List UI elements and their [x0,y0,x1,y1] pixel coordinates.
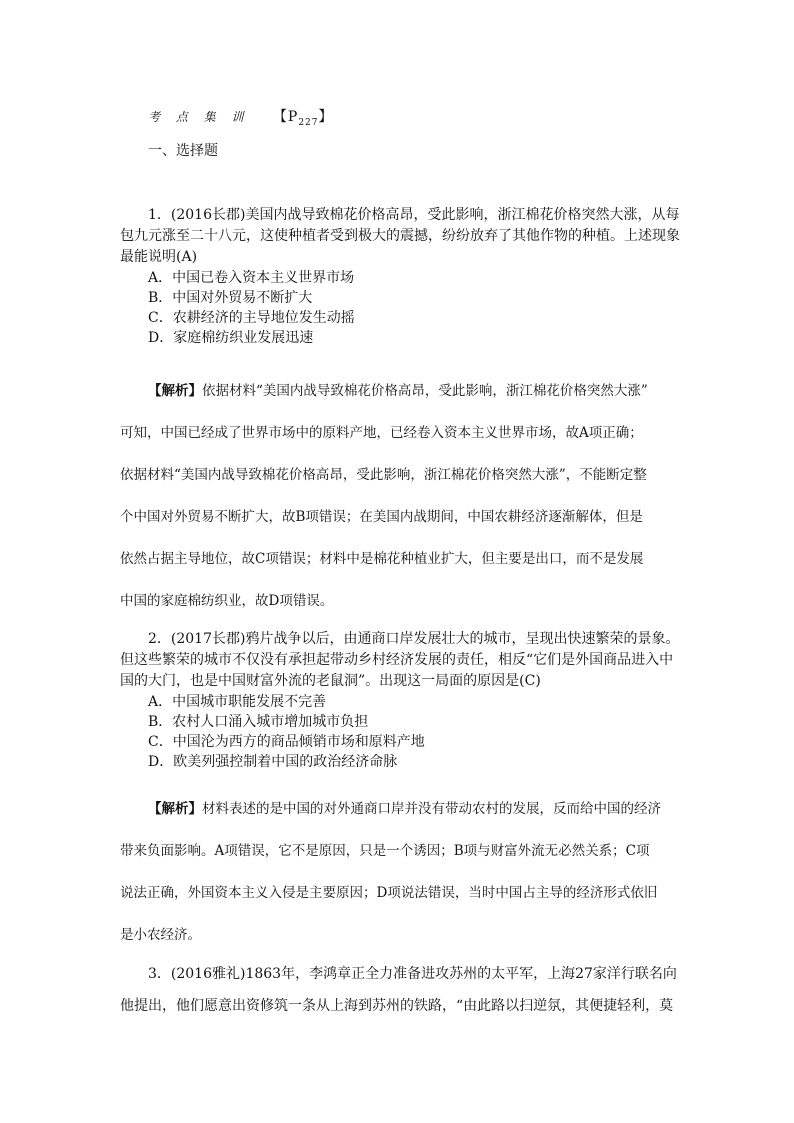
section-heading [148,106,334,128]
question-line: 但这些繁荣的城市不仅没有承担起带动乡村经济发展的责任，相反“它们是外国商品进入中 [120,652,674,668]
question-1 [120,205,680,348]
option-d: D．欧美列强控制着中国的政治经济命脉 [148,754,398,770]
question-line: 3．(2016雅礼)1863年，李鸿章正全力准备进攻苏州的太平军，上海27家洋行联名向 [148,966,677,982]
analysis-line: 个中国对外贸易不断扩大，故B项错误；在美国内战期间，中国农耕经济逐渐解体，但是 [120,509,643,525]
question-3 [120,964,675,1017]
option-a: A．中国城市职能发展不完善 [148,694,327,710]
question-type-heading: 一、选择题 [148,143,218,159]
option-c: C．农耕经济的主导地位发生动摇 [148,310,355,326]
question-2 [120,629,680,772]
analysis-line: 中国的家庭棉纺织业，故D项错误。 [120,593,334,609]
analysis-line: 【解析】材料表述的是中国的对外通商口岸并没有带动农村的发展，反而给中国的经济 [148,801,661,817]
option-a: A．中国已卷入资本主义世界市场 [148,270,355,286]
analysis-line: 依据材料“美国内战导致棉花价格高昂，受此影响，浙江棉花价格突然大涨”，不能断定整 [120,467,647,483]
question-line: 他提出，他们愿意出资修筑一条从上海到苏州的铁路，“由此路以扫逆氛，其便捷轻利，莫 [120,998,674,1014]
option-c: C．中国沦为西方的商品倾销市场和原料产地 [148,734,425,750]
analysis-line: 是小农经济。 [120,927,201,943]
analysis-line: 带来负面影响。A项错误，它不是原因，只是一个诱因；B项与财富外流无必然关系；C项 [120,843,650,859]
analysis-line: 可知，中国已经成了世界市场中的原料产地，已经卷入资本主义世界市场，故A项正确； [120,425,643,441]
analysis-tag: 【解析】 [148,383,202,399]
analysis-2 [120,796,680,964]
analysis-1 [120,378,680,630]
question-line: 包九元涨至二十八元，这使种植者受到极大的震撼，纷纷放弃了其他作物的种植。上述现象 [120,228,680,244]
analysis-line: 说法正确，外国资本主义入侵是主要原因；D项说法错误，当时中国占主导的经济形式依旧 [120,885,658,901]
analysis-line: 依然占据主导地位，故C项错误；材料中是棉花种植业扩大，但主要是出口，而不是发展 [120,551,644,567]
question-line: 1．(2016长郡)美国内战导致棉花价格高昂，受此影响，浙江棉花价格突然大涨，从每 [148,207,680,223]
section-title: 考 点 集 训 [148,110,250,124]
option-d: D．家庭棉纺织业发展迅速 [148,330,314,346]
question-line: 最能说明(A) [120,249,198,265]
option-b: B．农村人口涌入城市增加城市负担 [148,714,369,730]
option-b: B．中国对外贸易不断扩大 [148,290,313,306]
question-line: 国的大门，也是中国财富外流的老鼠洞”。出现这一局面的原因是(C) [120,673,541,689]
page-reference: 【$P_{227}$】 [272,109,334,128]
question-line: 2．(2017长郡)鸦片战争以后，由通商口岸发展壮大的城市，呈现出快速繁荣的景象。 [148,631,680,647]
analysis-line: 【解析】依据材料“美国内战导致棉花价格高昂，受此影响，浙江棉花价格突然大涨” [148,383,648,399]
analysis-tag: 【解析】 [148,801,202,817]
